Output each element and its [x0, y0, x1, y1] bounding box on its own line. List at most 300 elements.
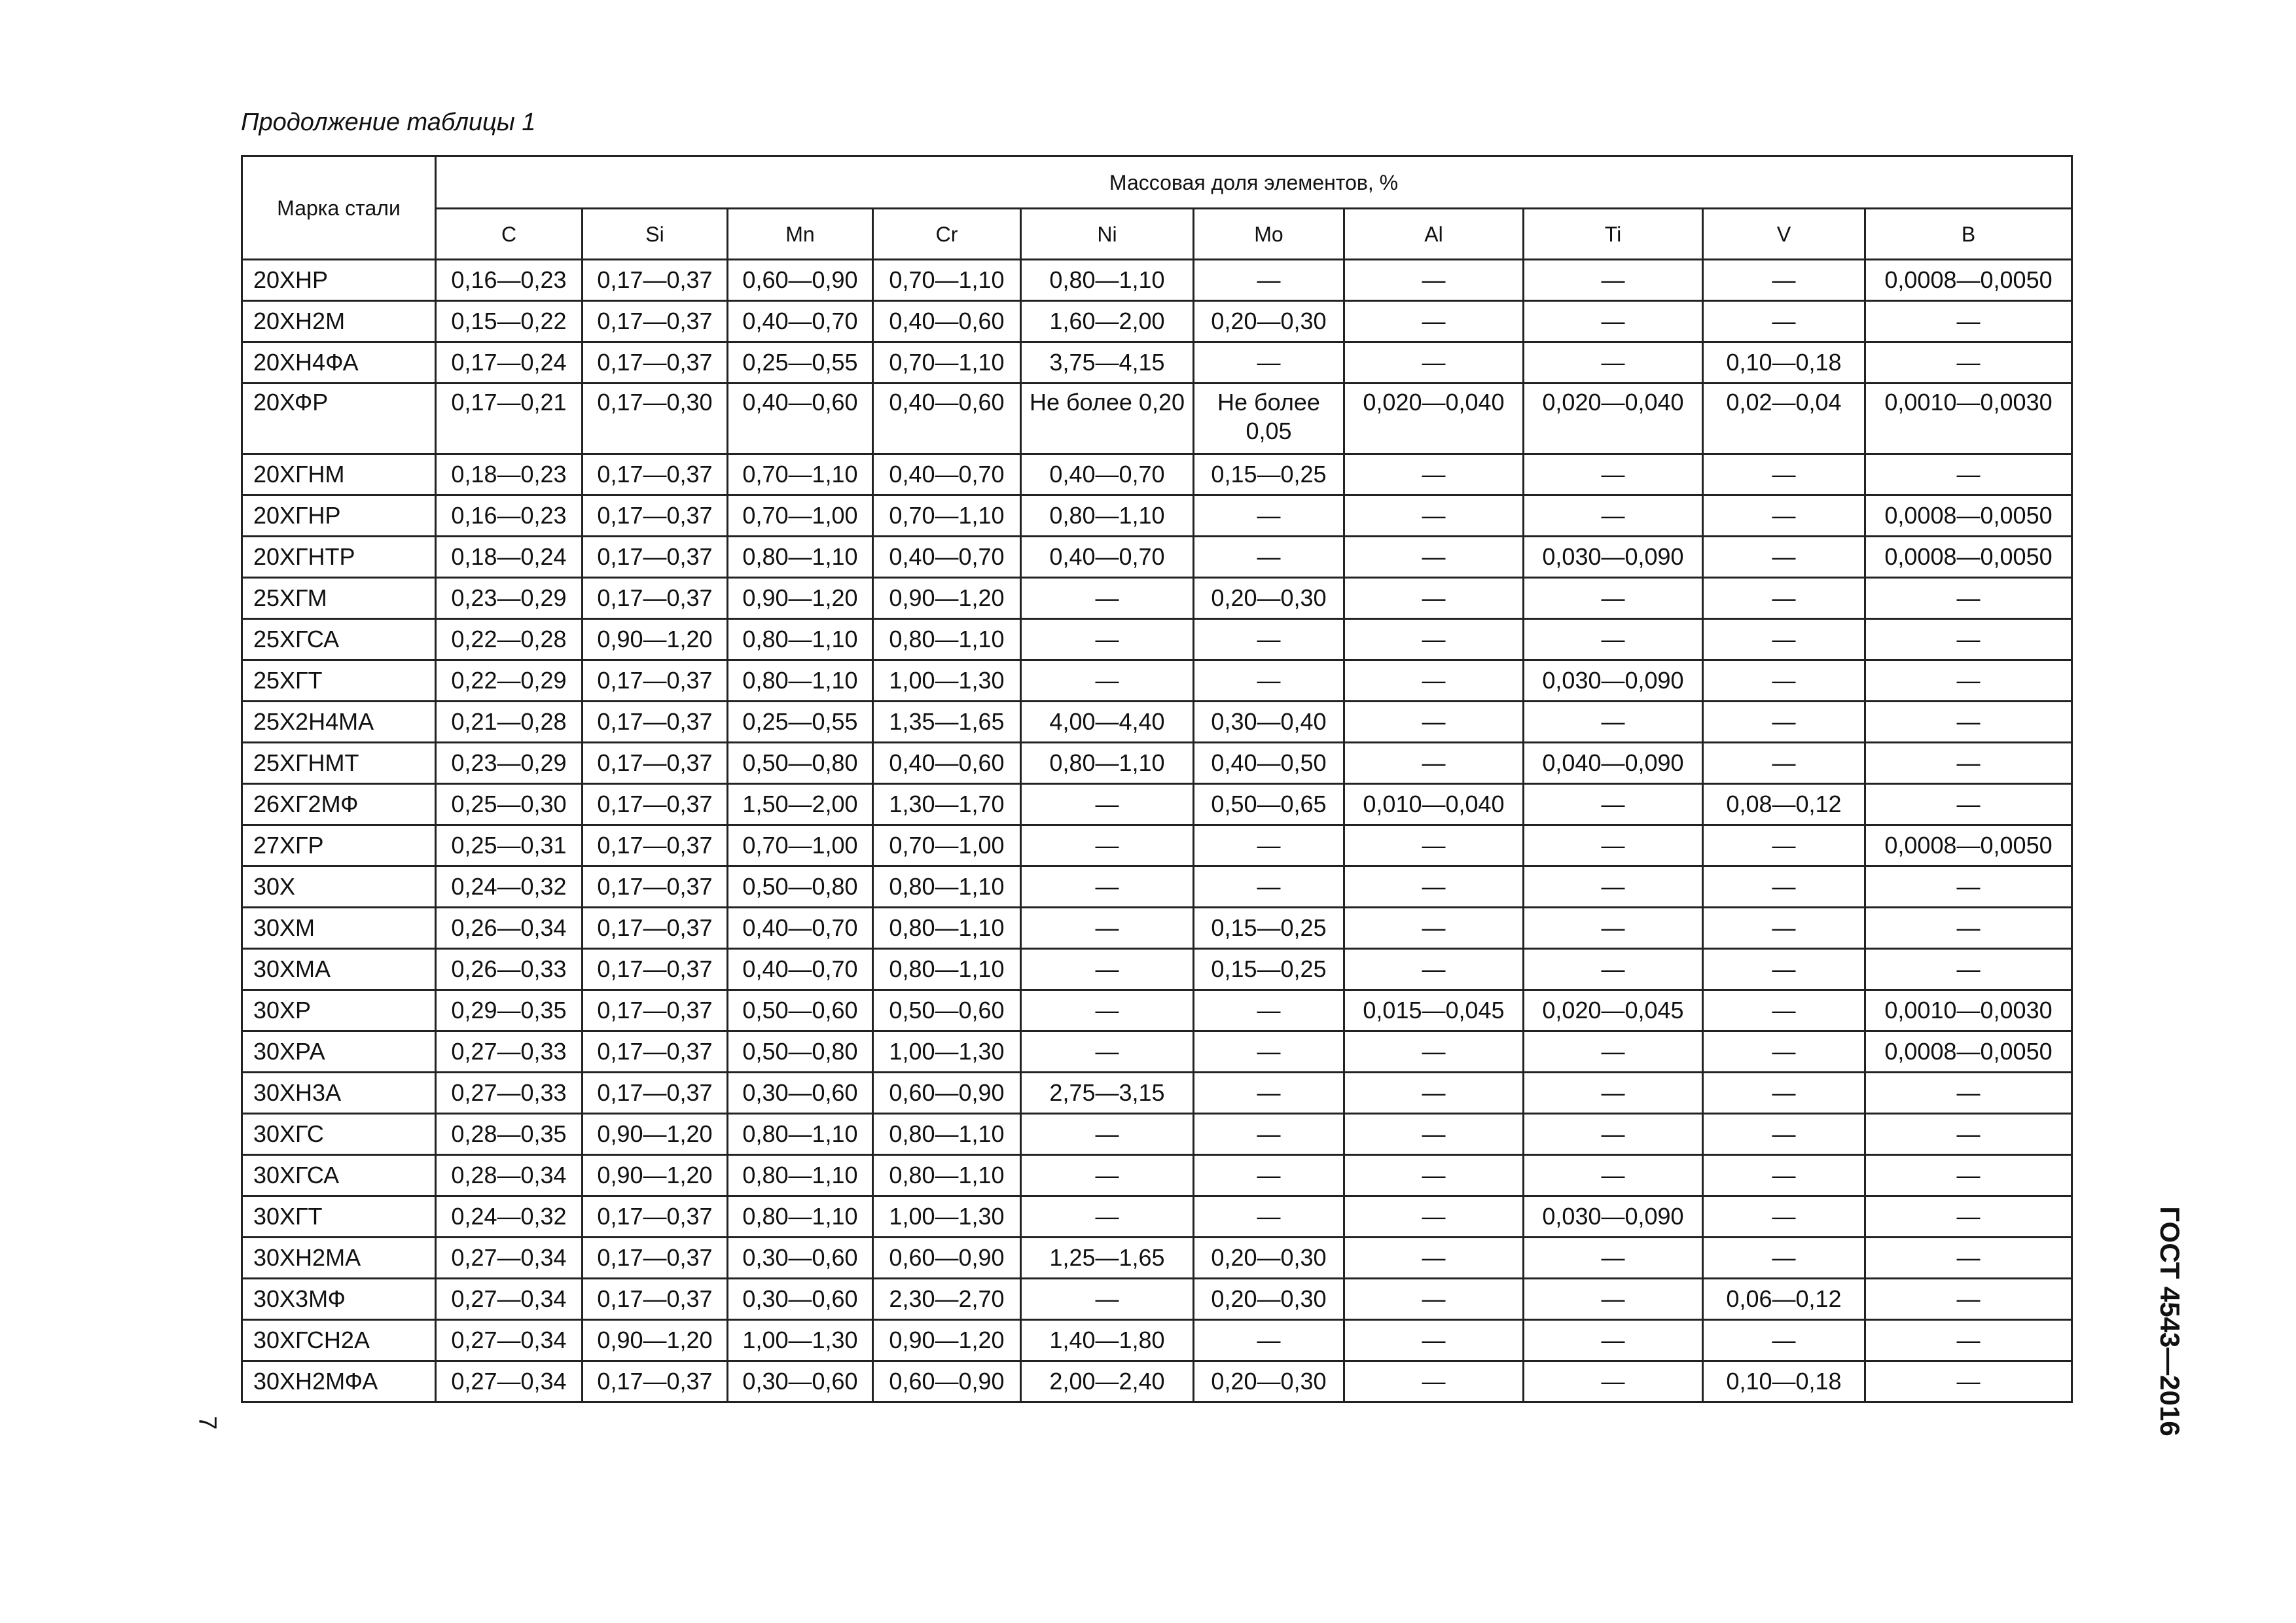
cell-c: 0,27—0,33: [436, 1031, 583, 1073]
cell-ni: —: [1021, 949, 1194, 990]
cell-si: 0,17—0,37: [583, 702, 728, 743]
cell-ti: 0,030—0,090: [1524, 537, 1703, 578]
standard-designation: [2155, 1206, 2185, 1436]
cell-al: —: [1344, 537, 1524, 578]
cell-al: —: [1344, 660, 1524, 702]
cell-b: 0,0008—0,0050: [1865, 1031, 2072, 1073]
grade-cell: 20ХН2М: [242, 301, 436, 342]
cell-si: 0,17—0,37: [583, 1238, 728, 1279]
cell-mn: 0,40—0,70: [728, 301, 873, 342]
cell-si: 0,17—0,37: [583, 784, 728, 825]
cell-mo: —: [1194, 866, 1344, 908]
cell-c: 0,21—0,28: [436, 702, 583, 743]
cell-v: —: [1703, 1155, 1865, 1196]
cell-ti: —: [1524, 495, 1703, 537]
cell-mo: —: [1194, 660, 1344, 702]
cell-ti: —: [1524, 1361, 1703, 1402]
cell-mn: 0,25—0,55: [728, 702, 873, 743]
cell-al: —: [1344, 301, 1524, 342]
cell-ni: 2,75—3,15: [1021, 1073, 1194, 1114]
cell-c: 0,28—0,34: [436, 1155, 583, 1196]
cell-c: 0,15—0,22: [436, 301, 583, 342]
cell-si: 0,17—0,37: [583, 1279, 728, 1320]
cell-ti: 0,030—0,090: [1524, 660, 1703, 702]
table-row: [242, 578, 2072, 619]
cell-v: —: [1703, 260, 1865, 301]
cell-mn: 0,80—1,10: [728, 619, 873, 660]
cell-ni: —: [1021, 1114, 1194, 1155]
cell-mo: —: [1194, 260, 1344, 301]
cell-si: 0,17—0,37: [583, 301, 728, 342]
cell-mn: 1,50—2,00: [728, 784, 873, 825]
cell-c: 0,27—0,34: [436, 1320, 583, 1361]
cell-v: —: [1703, 908, 1865, 949]
grade-cell: 20ХГНМ: [242, 454, 436, 495]
cell-ti: —: [1524, 454, 1703, 495]
cell-mn: 0,70—1,10: [728, 454, 873, 495]
cell-b: —: [1865, 1279, 2072, 1320]
cell-v: —: [1703, 1073, 1865, 1114]
element-header-mn: Mn: [728, 209, 873, 260]
cell-mn: 1,00—1,30: [728, 1320, 873, 1361]
cell-cr: 0,90—1,20: [873, 1320, 1021, 1361]
cell-mo: —: [1194, 537, 1344, 578]
cell-al: —: [1344, 578, 1524, 619]
cell-si: 0,17—0,37: [583, 1196, 728, 1238]
cell-ni: —: [1021, 1031, 1194, 1073]
cell-al: —: [1344, 495, 1524, 537]
cell-mn: 0,80—1,10: [728, 660, 873, 702]
cell-si: 0,17—0,37: [583, 990, 728, 1031]
element-header-mo: Mo: [1194, 209, 1344, 260]
cell-si: 0,17—0,37: [583, 1073, 728, 1114]
cell-si: 0,17—0,37: [583, 260, 728, 301]
cell-mn: 0,30—0,60: [728, 1361, 873, 1402]
cell-si: 0,17—0,37: [583, 454, 728, 495]
cell-cr: 1,00—1,30: [873, 1031, 1021, 1073]
cell-b: —: [1865, 908, 2072, 949]
table-row: [242, 383, 2072, 454]
cell-ni: 0,80—1,10: [1021, 743, 1194, 784]
table-row: [242, 1196, 2072, 1238]
cell-v: —: [1703, 866, 1865, 908]
cell-ni: —: [1021, 990, 1194, 1031]
cell-mn: 0,30—0,60: [728, 1073, 873, 1114]
table-row: [242, 1073, 2072, 1114]
cell-v: —: [1703, 702, 1865, 743]
table-row: [242, 949, 2072, 990]
grade-cell: 30ХН3А: [242, 1073, 436, 1114]
cell-mn: 0,80—1,10: [728, 537, 873, 578]
cell-v: —: [1703, 1031, 1865, 1073]
cell-b: 0,0008—0,0050: [1865, 260, 2072, 301]
cell-b: —: [1865, 702, 2072, 743]
cell-ni: —: [1021, 1279, 1194, 1320]
cell-cr: 0,70—1,10: [873, 342, 1021, 383]
grade-cell: 20ХГНР: [242, 495, 436, 537]
cell-ni: 1,25—1,65: [1021, 1238, 1194, 1279]
grade-cell: 30Х3МФ: [242, 1279, 436, 1320]
cell-c: 0,23—0,29: [436, 578, 583, 619]
cell-b: 0,0008—0,0050: [1865, 825, 2072, 866]
cell-mo: 0,15—0,25: [1194, 949, 1344, 990]
cell-ti: —: [1524, 301, 1703, 342]
cell-v: —: [1703, 578, 1865, 619]
grade-cell: 30ХГС: [242, 1114, 436, 1155]
cell-mn: 0,60—0,90: [728, 260, 873, 301]
cell-al: 0,015—0,045: [1344, 990, 1524, 1031]
element-header-cr: Cr: [873, 209, 1021, 260]
cell-mo: 0,15—0,25: [1194, 454, 1344, 495]
cell-c: 0,18—0,24: [436, 537, 583, 578]
element-header-v: V: [1703, 209, 1865, 260]
table-row: [242, 660, 2072, 702]
cell-si: 0,90—1,20: [583, 619, 728, 660]
cell-v: —: [1703, 495, 1865, 537]
cell-ti: —: [1524, 784, 1703, 825]
cell-mn: 0,30—0,60: [728, 1238, 873, 1279]
cell-al: —: [1344, 1361, 1524, 1402]
cell-v: —: [1703, 1320, 1865, 1361]
cell-mn: 0,40—0,70: [728, 908, 873, 949]
table-row: [242, 990, 2072, 1031]
grade-cell: 20ХГНТР: [242, 537, 436, 578]
table-row: [242, 743, 2072, 784]
cell-al: —: [1344, 702, 1524, 743]
cell-al: —: [1344, 1238, 1524, 1279]
cell-ni: 2,00—2,40: [1021, 1361, 1194, 1402]
cell-ti: 0,040—0,090: [1524, 743, 1703, 784]
element-header-b: B: [1865, 209, 2072, 260]
cell-si: 0,17—0,30: [583, 383, 728, 454]
cell-mo: —: [1194, 825, 1344, 866]
table-row: [242, 784, 2072, 825]
cell-al: —: [1344, 1279, 1524, 1320]
cell-al: 0,020—0,040: [1344, 383, 1524, 454]
cell-c: 0,23—0,29: [436, 743, 583, 784]
cell-b: —: [1865, 454, 2072, 495]
cell-cr: 0,80—1,10: [873, 1114, 1021, 1155]
cell-mo: Не более 0,05: [1194, 383, 1344, 454]
cell-mo: 0,20—0,30: [1194, 578, 1344, 619]
cell-ti: —: [1524, 1031, 1703, 1073]
cell-cr: 0,60—0,90: [873, 1073, 1021, 1114]
cell-mn: 0,40—0,60: [728, 383, 873, 454]
page-number-text: 7: [193, 1416, 221, 1430]
cell-ni: 3,75—4,15: [1021, 342, 1194, 383]
cell-mo: 0,20—0,30: [1194, 1238, 1344, 1279]
cell-mo: 0,20—0,30: [1194, 1279, 1344, 1320]
cell-v: 0,10—0,18: [1703, 1361, 1865, 1402]
cell-mn: 0,50—0,80: [728, 743, 873, 784]
grade-cell: 30Х: [242, 866, 436, 908]
cell-al: —: [1344, 1155, 1524, 1196]
cell-v: —: [1703, 537, 1865, 578]
grade-cell: 20ХН4ФА: [242, 342, 436, 383]
grade-cell: 30ХРА: [242, 1031, 436, 1073]
cell-ni: —: [1021, 619, 1194, 660]
table-row: [242, 619, 2072, 660]
cell-ni: —: [1021, 660, 1194, 702]
cell-c: 0,27—0,34: [436, 1361, 583, 1402]
cell-mn: 0,50—0,80: [728, 1031, 873, 1073]
cell-ni: —: [1021, 908, 1194, 949]
cell-mo: —: [1194, 1155, 1344, 1196]
cell-mo: 0,15—0,25: [1194, 908, 1344, 949]
cell-ti: —: [1524, 1073, 1703, 1114]
cell-mo: —: [1194, 495, 1344, 537]
cell-b: —: [1865, 301, 2072, 342]
cell-b: —: [1865, 949, 2072, 990]
cell-cr: 0,40—0,70: [873, 537, 1021, 578]
grade-cell: 30ХН2МА: [242, 1238, 436, 1279]
cell-mn: 0,30—0,60: [728, 1279, 873, 1320]
cell-mo: —: [1194, 619, 1344, 660]
cell-mo: —: [1194, 1031, 1344, 1073]
cell-al: —: [1344, 260, 1524, 301]
cell-ni: 1,60—2,00: [1021, 301, 1194, 342]
cell-ti: —: [1524, 1238, 1703, 1279]
cell-mo: 0,20—0,30: [1194, 1361, 1344, 1402]
grade-cell: 25ХГНМТ: [242, 743, 436, 784]
cell-c: 0,26—0,34: [436, 908, 583, 949]
cell-ni: Не более 0,20: [1021, 383, 1194, 454]
table-row: [242, 866, 2072, 908]
cell-ni: —: [1021, 1196, 1194, 1238]
cell-mo: 0,30—0,40: [1194, 702, 1344, 743]
cell-cr: 0,60—0,90: [873, 1361, 1021, 1402]
cell-ti: —: [1524, 702, 1703, 743]
cell-v: —: [1703, 1196, 1865, 1238]
cell-b: —: [1865, 1196, 2072, 1238]
cell-ni: 4,00—4,40: [1021, 702, 1194, 743]
cell-v: —: [1703, 990, 1865, 1031]
cell-b: —: [1865, 1238, 2072, 1279]
grade-cell: 30ХН2МФА: [242, 1361, 436, 1402]
cell-mn: 0,70—1,00: [728, 825, 873, 866]
cell-c: 0,24—0,32: [436, 1196, 583, 1238]
cell-ni: —: [1021, 866, 1194, 908]
table-caption: Продолжение таблицы 1: [241, 109, 536, 136]
cell-al: —: [1344, 908, 1524, 949]
cell-mn: 0,80—1,10: [728, 1155, 873, 1196]
cell-b: 0,0010—0,0030: [1865, 383, 2072, 454]
cell-v: —: [1703, 949, 1865, 990]
cell-cr: 0,60—0,90: [873, 1238, 1021, 1279]
cell-mo: 0,50—0,65: [1194, 784, 1344, 825]
cell-ti: —: [1524, 866, 1703, 908]
cell-mn: 0,40—0,70: [728, 949, 873, 990]
cell-cr: 0,40—0,60: [873, 301, 1021, 342]
cell-si: 0,17—0,37: [583, 537, 728, 578]
cell-mn: 0,25—0,55: [728, 342, 873, 383]
cell-si: 0,17—0,37: [583, 743, 728, 784]
cell-cr: 0,50—0,60: [873, 990, 1021, 1031]
table-row: [242, 908, 2072, 949]
cell-c: 0,18—0,23: [436, 454, 583, 495]
cell-cr: 1,35—1,65: [873, 702, 1021, 743]
cell-mn: 0,70—1,00: [728, 495, 873, 537]
cell-c: 0,27—0,34: [436, 1238, 583, 1279]
grade-column-header: Марка стали: [242, 156, 436, 260]
cell-cr: 1,30—1,70: [873, 784, 1021, 825]
cell-v: —: [1703, 660, 1865, 702]
cell-ti: —: [1524, 619, 1703, 660]
cell-c: 0,27—0,33: [436, 1073, 583, 1114]
grade-cell: 20ХНР: [242, 260, 436, 301]
cell-mn: 0,80—1,10: [728, 1114, 873, 1155]
cell-cr: 1,00—1,30: [873, 1196, 1021, 1238]
table-row: [242, 702, 2072, 743]
cell-ni: —: [1021, 578, 1194, 619]
cell-c: 0,22—0,28: [436, 619, 583, 660]
grade-cell: 20ХФР: [242, 383, 436, 454]
cell-si: 0,17—0,37: [583, 908, 728, 949]
cell-al: —: [1344, 1114, 1524, 1155]
cell-si: 0,17—0,37: [583, 866, 728, 908]
cell-si: 0,17—0,37: [583, 949, 728, 990]
cell-b: —: [1865, 1361, 2072, 1402]
cell-al: 0,010—0,040: [1344, 784, 1524, 825]
element-header-ti: Ti: [1524, 209, 1703, 260]
grade-cell: 27ХГР: [242, 825, 436, 866]
cell-ti: —: [1524, 825, 1703, 866]
cell-ti: —: [1524, 578, 1703, 619]
element-header-al: Al: [1344, 209, 1524, 260]
table-row: [242, 1238, 2072, 1279]
cell-cr: 0,70—1,00: [873, 825, 1021, 866]
element-header-c: C: [436, 209, 583, 260]
cell-mo: —: [1194, 1196, 1344, 1238]
cell-al: —: [1344, 949, 1524, 990]
table-row: [242, 1279, 2072, 1320]
cell-mo: 0,40—0,50: [1194, 743, 1344, 784]
cell-v: —: [1703, 743, 1865, 784]
cell-cr: 0,70—1,10: [873, 260, 1021, 301]
cell-ti: —: [1524, 1114, 1703, 1155]
cell-ni: 1,40—1,80: [1021, 1320, 1194, 1361]
composition-table: [241, 155, 2073, 1403]
cell-v: 0,06—0,12: [1703, 1279, 1865, 1320]
cell-cr: 0,40—0,60: [873, 743, 1021, 784]
cell-c: 0,27—0,34: [436, 1279, 583, 1320]
table-row: [242, 260, 2072, 301]
cell-ni: 0,40—0,70: [1021, 537, 1194, 578]
cell-mn: 0,50—0,80: [728, 866, 873, 908]
cell-ni: —: [1021, 825, 1194, 866]
cell-ni: —: [1021, 784, 1194, 825]
page-number: [194, 1410, 220, 1436]
cell-si: 0,90—1,20: [583, 1114, 728, 1155]
grade-cell: 25Х2Н4МА: [242, 702, 436, 743]
table-row: [242, 1155, 2072, 1196]
grade-cell: 30ХР: [242, 990, 436, 1031]
cell-al: —: [1344, 1196, 1524, 1238]
cell-b: —: [1865, 1114, 2072, 1155]
cell-v: —: [1703, 301, 1865, 342]
cell-v: 0,02—0,04: [1703, 383, 1865, 454]
grade-cell: 30ХГСА: [242, 1155, 436, 1196]
table-row: [242, 1320, 2072, 1361]
element-header-si: Si: [583, 209, 728, 260]
cell-cr: 0,80—1,10: [873, 866, 1021, 908]
cell-ti: —: [1524, 260, 1703, 301]
cell-c: 0,22—0,29: [436, 660, 583, 702]
cell-cr: 0,80—1,10: [873, 1155, 1021, 1196]
cell-al: —: [1344, 866, 1524, 908]
cell-b: —: [1865, 619, 2072, 660]
cell-ni: —: [1021, 1155, 1194, 1196]
cell-c: 0,29—0,35: [436, 990, 583, 1031]
grade-cell: 30ХГСН2А: [242, 1320, 436, 1361]
cell-mo: 0,20—0,30: [1194, 301, 1344, 342]
standard-text: ГОСТ 4543—2016: [2155, 1206, 2185, 1436]
cell-cr: 1,00—1,30: [873, 660, 1021, 702]
cell-c: 0,25—0,31: [436, 825, 583, 866]
table-row: [242, 537, 2072, 578]
cell-b: 0,0008—0,0050: [1865, 495, 2072, 537]
cell-si: 0,17—0,37: [583, 1031, 728, 1073]
cell-c: 0,24—0,32: [436, 866, 583, 908]
cell-si: 0,17—0,37: [583, 660, 728, 702]
cell-al: —: [1344, 619, 1524, 660]
cell-ti: —: [1524, 1155, 1703, 1196]
cell-b: —: [1865, 342, 2072, 383]
cell-c: 0,26—0,33: [436, 949, 583, 990]
cell-c: 0,16—0,23: [436, 260, 583, 301]
cell-ti: —: [1524, 1320, 1703, 1361]
grade-cell: 25ХГСА: [242, 619, 436, 660]
cell-ti: —: [1524, 342, 1703, 383]
grade-cell: 26ХГ2МФ: [242, 784, 436, 825]
cell-mo: —: [1194, 1114, 1344, 1155]
cell-c: 0,28—0,35: [436, 1114, 583, 1155]
cell-v: 0,10—0,18: [1703, 342, 1865, 383]
cell-al: —: [1344, 454, 1524, 495]
cell-b: 0,0010—0,0030: [1865, 990, 2072, 1031]
cell-si: 0,90—1,20: [583, 1155, 728, 1196]
grade-cell: 25ХГТ: [242, 660, 436, 702]
table-row: [242, 342, 2072, 383]
cell-ti: —: [1524, 908, 1703, 949]
cell-v: 0,08—0,12: [1703, 784, 1865, 825]
cell-b: —: [1865, 784, 2072, 825]
cell-v: —: [1703, 1114, 1865, 1155]
cell-b: —: [1865, 866, 2072, 908]
table-row: [242, 1114, 2072, 1155]
cell-ni: 0,80—1,10: [1021, 495, 1194, 537]
table-row: [242, 1361, 2072, 1402]
cell-mo: —: [1194, 990, 1344, 1031]
cell-ti: —: [1524, 949, 1703, 990]
cell-c: 0,16—0,23: [436, 495, 583, 537]
mass-fraction-header: Массовая доля элементов, %: [436, 156, 2072, 209]
cell-cr: 0,80—1,10: [873, 908, 1021, 949]
cell-al: —: [1344, 342, 1524, 383]
cell-al: —: [1344, 1031, 1524, 1073]
cell-b: —: [1865, 1155, 2072, 1196]
cell-cr: 0,80—1,10: [873, 619, 1021, 660]
cell-b: —: [1865, 1073, 2072, 1114]
cell-mn: 0,80—1,10: [728, 1196, 873, 1238]
cell-c: 0,17—0,24: [436, 342, 583, 383]
cell-v: —: [1703, 619, 1865, 660]
cell-si: 0,17—0,37: [583, 342, 728, 383]
element-header-ni: Ni: [1021, 209, 1194, 260]
cell-al: —: [1344, 825, 1524, 866]
cell-mn: 0,50—0,60: [728, 990, 873, 1031]
cell-cr: 0,40—0,70: [873, 454, 1021, 495]
